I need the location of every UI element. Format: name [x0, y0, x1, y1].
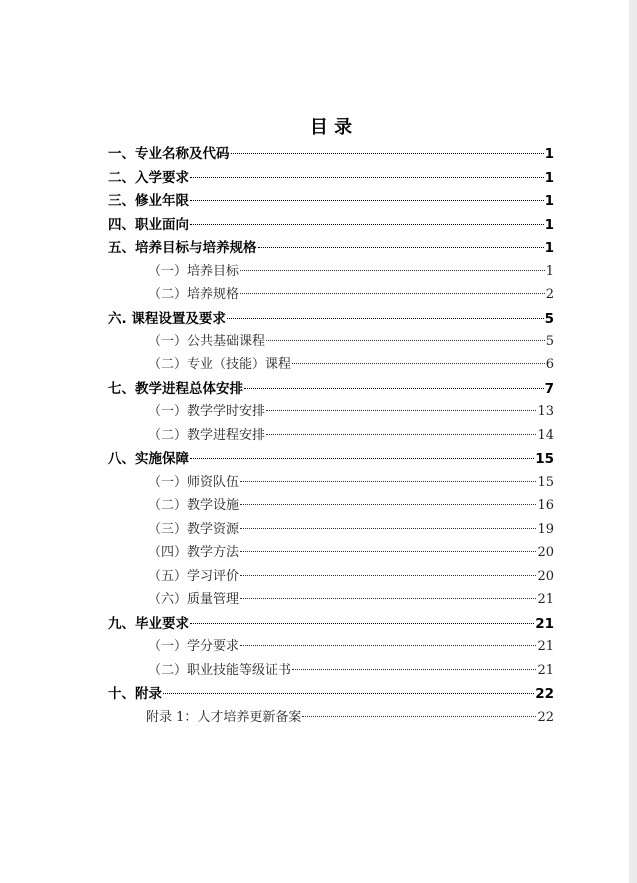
toc-entry-text: 二、入学要求	[108, 170, 189, 186]
toc-entry[interactable]	[108, 214, 554, 236]
toc-subentry[interactable]	[146, 707, 554, 729]
toc-entry-text: （一）学分要求	[148, 639, 240, 654]
dot-leader	[266, 433, 536, 435]
toc-subentry[interactable]	[148, 589, 554, 611]
dot-leader	[240, 644, 536, 646]
toc-entry-text: 附录 1：人才培养更新备案	[146, 710, 302, 725]
dot-leader	[190, 622, 534, 624]
dot-leader	[240, 597, 536, 599]
toc-subentry[interactable]	[148, 425, 554, 447]
toc-entry-text: 八、实施保障	[108, 451, 189, 467]
toc-subentry[interactable]	[148, 284, 554, 306]
toc-entry[interactable]	[108, 683, 554, 705]
dot-leader	[266, 409, 536, 411]
dot-leader	[190, 223, 544, 225]
toc-page-number: 21	[537, 639, 554, 654]
toc-entry-text: （三）教学资源	[148, 522, 240, 537]
toc-page-number: 19	[537, 522, 554, 537]
dot-leader	[266, 339, 545, 341]
dot-leader	[302, 715, 536, 717]
dot-leader	[240, 503, 536, 505]
toc-entry[interactable]	[108, 237, 554, 259]
toc-entry[interactable]	[108, 167, 554, 189]
dot-leader	[240, 480, 536, 482]
toc-entry-text: （五）学习评价	[148, 569, 240, 584]
toc-entry-text: （一）培养目标	[148, 264, 240, 279]
toc-page-number: 1	[545, 264, 554, 279]
toc-entry[interactable]	[108, 448, 554, 470]
toc-entry-text: （一）公共基础课程	[148, 334, 266, 349]
toc-entry[interactable]	[108, 378, 554, 400]
dot-leader	[240, 574, 536, 576]
toc-subentry[interactable]	[148, 660, 554, 682]
toc-subentry[interactable]	[148, 472, 554, 494]
toc-subentry[interactable]	[148, 354, 554, 376]
toc-entry-text: 三、修业年限	[108, 193, 189, 209]
toc-page-number: 1	[544, 240, 554, 256]
toc-page-number: 14	[537, 428, 554, 443]
toc-subentry[interactable]	[148, 636, 554, 658]
toc-title: 目 录	[309, 117, 353, 138]
toc-page-number: 22	[535, 686, 554, 702]
toc-subentry[interactable]	[148, 261, 554, 283]
dot-leader	[240, 550, 536, 552]
toc-subentry[interactable]	[148, 495, 554, 517]
dot-leader	[258, 246, 544, 248]
dot-leader	[190, 457, 534, 459]
toc-page-number: 22	[537, 710, 554, 725]
dot-leader	[231, 152, 544, 154]
toc-entry-text: （一）师资队伍	[148, 475, 240, 490]
toc-page-number: 21	[537, 592, 554, 607]
toc-entry-text: 六. 课程设置及要求	[108, 311, 226, 327]
toc-subentry[interactable]	[148, 519, 554, 541]
toc-entry[interactable]	[108, 613, 554, 635]
toc-page-number: 21	[537, 663, 554, 678]
toc-entry-text: 一、专业名称及代码	[108, 146, 230, 162]
toc-entry-text: 四、职业面向	[108, 217, 189, 233]
toc-page-number: 1	[544, 146, 554, 162]
toc-subentry[interactable]	[148, 401, 554, 423]
toc-page-number: 1	[544, 217, 554, 233]
toc-page-number: 20	[537, 545, 554, 560]
toc-page-number: 16	[537, 498, 554, 513]
dot-leader	[163, 692, 534, 694]
dot-leader	[240, 292, 545, 294]
toc-page-number: 1	[544, 193, 554, 209]
dot-leader	[190, 176, 544, 178]
toc-entry[interactable]	[108, 190, 554, 212]
dot-leader	[292, 668, 536, 670]
toc-page-number: 2	[545, 287, 554, 302]
toc-entry-text: （二）职业技能等级证书	[148, 663, 292, 678]
toc-entry-text: 九、毕业要求	[108, 616, 189, 632]
toc-entry-text: （二）专业（技能）课程	[148, 357, 292, 372]
toc-subentry[interactable]	[148, 542, 554, 564]
dot-leader	[240, 527, 536, 529]
toc-entry-text: 七、教学进程总体安排	[108, 381, 243, 397]
toc-page-number: 15	[537, 475, 554, 490]
toc-entry-text: （六）质量管理	[148, 592, 240, 607]
toc-page-number: 13	[537, 404, 554, 419]
toc-page-number: 1	[544, 170, 554, 186]
toc-entry-text: （二）教学进程安排	[148, 428, 266, 443]
dot-leader	[292, 362, 545, 364]
dot-leader	[240, 269, 545, 271]
toc-page-number: 5	[544, 311, 554, 327]
dot-leader	[244, 387, 544, 389]
toc-page-number: 20	[537, 569, 554, 584]
toc-page-number: 6	[545, 357, 554, 372]
toc-page-number: 21	[535, 616, 554, 632]
dot-leader	[190, 199, 544, 201]
toc-page-number: 7	[544, 381, 554, 397]
toc-entry[interactable]	[108, 143, 554, 165]
toc-entry-text: （四）教学方法	[148, 545, 240, 560]
toc-subentry[interactable]	[148, 331, 554, 353]
toc-entry-text: 五、培养目标与培养规格	[108, 240, 257, 256]
toc-subentry[interactable]	[148, 566, 554, 588]
dot-leader	[227, 317, 544, 319]
toc-entry-text: （一）教学学时安排	[148, 404, 266, 419]
toc-entry[interactable]	[108, 308, 554, 330]
toc-page-number: 15	[535, 451, 554, 467]
toc-page-number: 5	[545, 334, 554, 349]
toc-entry-text: （二）教学设施	[148, 498, 240, 513]
toc-entry-text: 十、附录	[108, 686, 162, 702]
toc-entry-text: （二）培养规格	[148, 287, 240, 302]
